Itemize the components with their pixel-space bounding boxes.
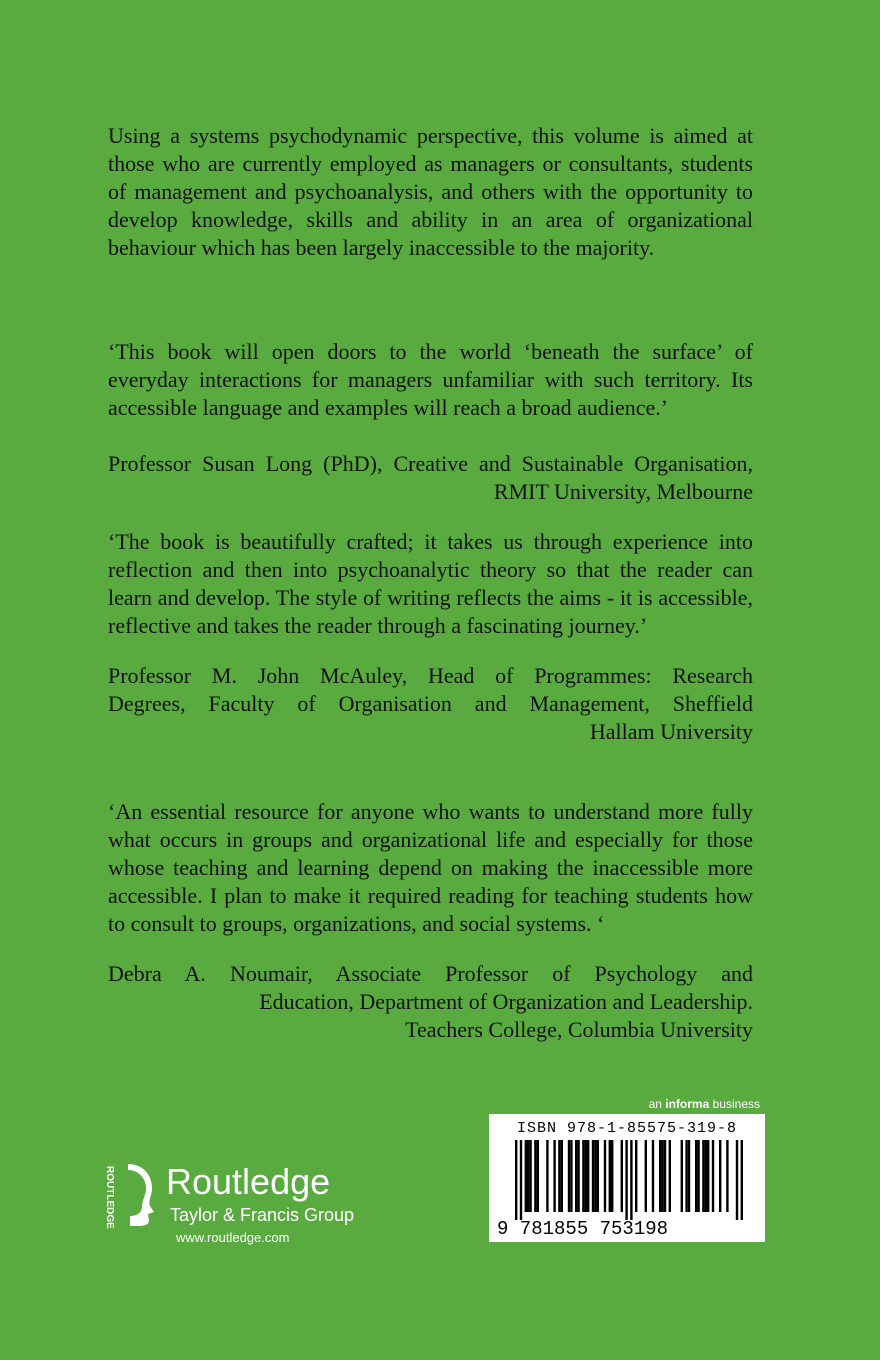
barcode-bar [515, 1140, 517, 1220]
barcode-bar [577, 1140, 579, 1212]
informa-suffix: business [712, 1097, 760, 1111]
barcode-bar [697, 1140, 699, 1212]
barcode-bar [705, 1140, 707, 1212]
barcode-bars [499, 1140, 755, 1220]
endorsement-attribution-1 [108, 450, 753, 506]
barcode-bar [736, 1140, 738, 1220]
barcode-bar [529, 1140, 531, 1212]
blurb-paragraph: Using a systems psychodynamic perspective, this volume is aimed at those who are currently employed as managers or consultants, students of management and psychoanalysis, and others with the opportunity to develop knowledge, skills and ability in an area of organizational behaviour which has been largely inaccessible to the majority. [108, 123, 753, 260]
routledge-head-icon [104, 1160, 156, 1230]
barcode-bar [525, 1140, 527, 1212]
barcode-bar [741, 1140, 743, 1220]
endorsement-quote-3: ‘An essential resource for anyone who wants to understand more fully what occurs in groups and organizational life and especially for those whose teaching and learning depend on making the inaccessible more accessible. I plan to make it required reading for teaching students how to consult to groups, organizations, and social systems. ‘ [108, 799, 753, 936]
attribution-line: Professor Susan Long (PhD), Creative and Sustainable Organisation, [108, 451, 753, 476]
endorsement-quote-1: ‘This book will open doors to the world ‘beneath the surface’ of everyday interactions for managers unfamiliar with such territory. Its accessible language and examples will reach a broad audience.’ [108, 339, 753, 420]
barcode-bar [688, 1140, 690, 1212]
barcode-bar [570, 1140, 572, 1212]
barcode-bar [661, 1140, 663, 1212]
barcode-bar [630, 1140, 632, 1220]
barcode-bar [561, 1140, 563, 1212]
barcode-bar [587, 1140, 589, 1212]
isbn-label: ISBN 978-1-85575-319-8 [516, 1120, 738, 1137]
attribution-line: Debra A. Noumair, Associate Professor of Psychology and [108, 961, 753, 986]
publisher-group: Taylor & Francis Group [170, 1205, 355, 1225]
attribution-line: RMIT University, Melbourne [493, 479, 753, 504]
endorsement-attribution-2 [108, 662, 753, 746]
barcode-bar [604, 1140, 606, 1212]
barcode-bar [534, 1140, 536, 1212]
barcode-bar [664, 1140, 666, 1212]
barcode-bar [652, 1140, 654, 1212]
barcode-bar [621, 1140, 623, 1212]
attribution-line: Hallam University [589, 719, 753, 744]
barcode-bar [669, 1140, 671, 1212]
barcode-bar [695, 1140, 697, 1212]
routledge-logo [104, 1160, 364, 1250]
barcode-bar [527, 1140, 529, 1212]
barcode-bar [685, 1140, 687, 1212]
attribution-line: Education, Department of Organization and Leadership. [259, 989, 753, 1014]
informa-brand: informa [665, 1097, 710, 1111]
barcode-bar [625, 1140, 627, 1220]
barcode-bar [712, 1140, 714, 1212]
barcode-bar [575, 1140, 577, 1212]
barcode-bar [520, 1140, 522, 1220]
barcode-bar [707, 1140, 709, 1212]
barcode-bar [702, 1140, 704, 1212]
attribution-line: Degrees, Faculty of Organisation and Management, Sheffield [108, 691, 753, 716]
barcode-bar [597, 1140, 599, 1212]
barcode-bar [553, 1140, 555, 1212]
barcode-bar [611, 1140, 613, 1212]
barcode-bar [645, 1140, 647, 1212]
informa-prefix: an [648, 1097, 662, 1111]
logo-vertical-text: ROUTLEDGE [104, 1166, 115, 1229]
barcode-digits: 9 781855 753198 [497, 1218, 669, 1240]
endorsement-quote-2: ‘The book is beautifully crafted; it takes us through experience into reflection and then into psychoanalytic theory so that the reader can learn and develop. The style of writing reflects the aims - it is accessible, reflective and takes the reader through a fascinating journey.’ [108, 529, 753, 638]
isbn-barcode [489, 1114, 765, 1242]
informa-tagline [620, 1097, 760, 1111]
barcode-bar [592, 1140, 594, 1212]
attribution-line: Teachers College, Columbia University [405, 1017, 753, 1042]
publisher-name: Routledge [166, 1161, 331, 1202]
barcode-bar [537, 1140, 539, 1212]
barcode-bar [635, 1140, 637, 1212]
barcode-bar [609, 1140, 611, 1212]
barcode-bar [568, 1140, 570, 1212]
barcode-bar [582, 1140, 584, 1212]
endorsement-attribution-3 [108, 960, 753, 1044]
barcode-bar [558, 1140, 560, 1212]
barcode-bar [719, 1140, 721, 1212]
barcode-bar [546, 1140, 548, 1212]
barcode-bar [726, 1140, 728, 1212]
barcode-bar [585, 1140, 587, 1212]
barcode-bar [659, 1140, 661, 1212]
attribution-line: Professor M. John McAuley, Head of Programmes: Research [108, 663, 753, 688]
barcode-bar [681, 1140, 683, 1212]
barcode-bar [594, 1140, 596, 1212]
publisher-website: www.routledge.com [176, 1230, 290, 1245]
